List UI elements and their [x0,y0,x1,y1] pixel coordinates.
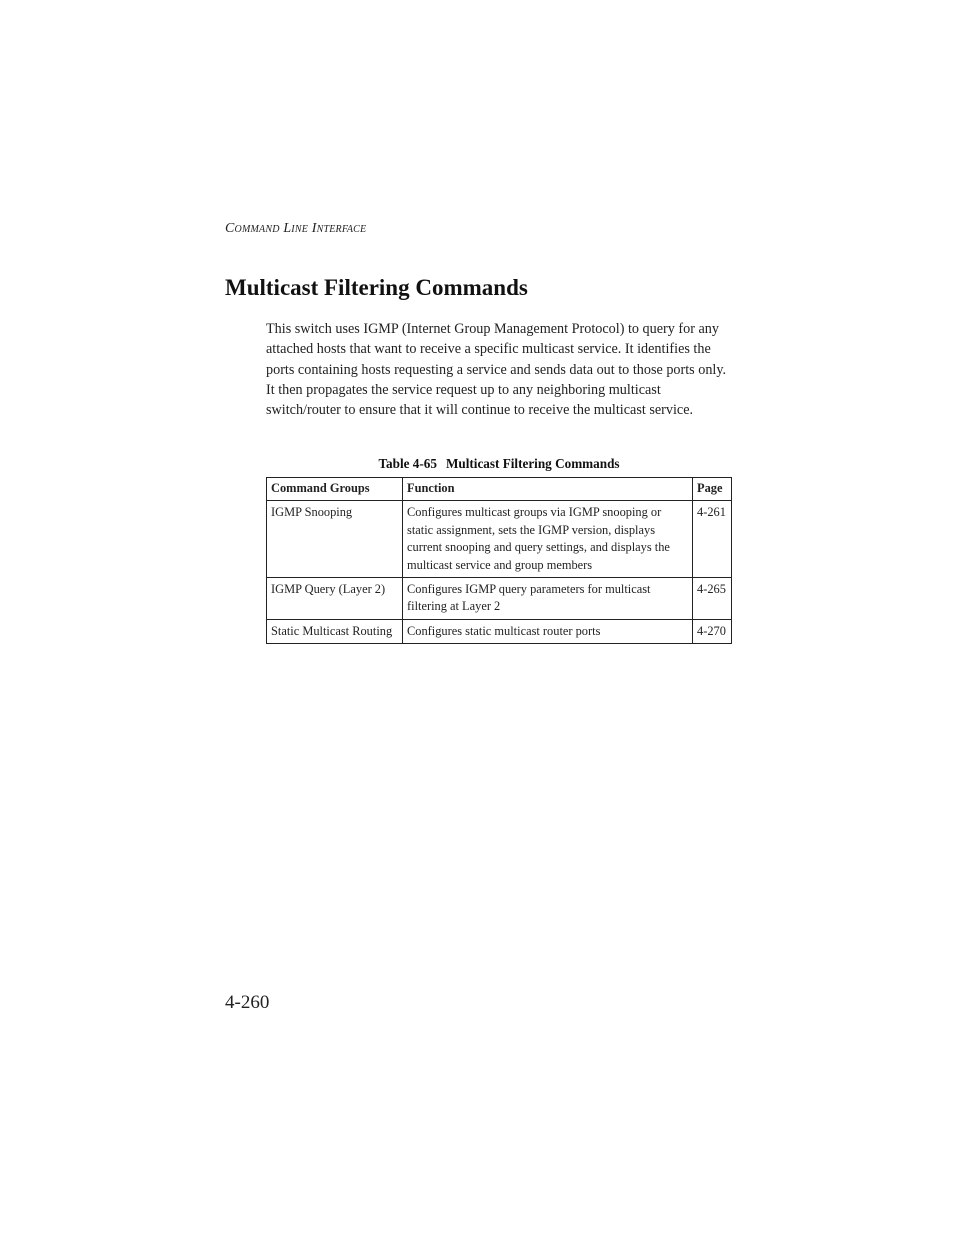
cell-page: 4-265 [693,578,732,620]
cell-function: Configures IGMP query parameters for multicast filtering at Layer 2 [403,578,693,620]
section-title: Multicast Filtering Commands [225,275,528,300]
table-caption-title: Multicast Filtering Commands [445,456,620,471]
cell-command-group: IGMP Snooping [267,501,403,578]
table-caption-number: Table 4-65 [378,456,437,471]
running-header: Command Line Interface [225,221,367,236]
cell-page: 4-270 [693,619,732,643]
multicast-commands-table [266,477,732,644]
table-header-row [267,478,732,501]
column-header-command-groups: Command Groups [267,478,403,501]
page-number: 4-260 [225,992,270,1013]
column-header-page: Page [693,478,732,501]
table-row [267,619,732,643]
cell-command-group: IGMP Query (Layer 2) [267,578,403,620]
table-caption [266,456,732,472]
table-row [267,501,732,578]
table-row [267,578,732,620]
cell-function: Configures multicast groups via IGMP snooping or static assignment, sets the IGMP version, displays current snooping and query settings, and displays the multicast service and group members [403,501,693,578]
cell-command-group: Static Multicast Routing [267,619,403,643]
cell-function: Configures static multicast router ports [403,619,693,643]
intro-paragraph: This switch uses IGMP (Internet Group Management Protocol) to query for any attached hosts that want to receive a specific multicast service. It identifies the ports containing hosts requesting a service and sends data out to those ports only. It then propagates the service request up to any neighboring multicast switch/router to ensure that it will continue to receive the multicast service. [266,321,727,419]
column-header-function: Function [403,478,693,501]
cell-page: 4-261 [693,501,732,578]
